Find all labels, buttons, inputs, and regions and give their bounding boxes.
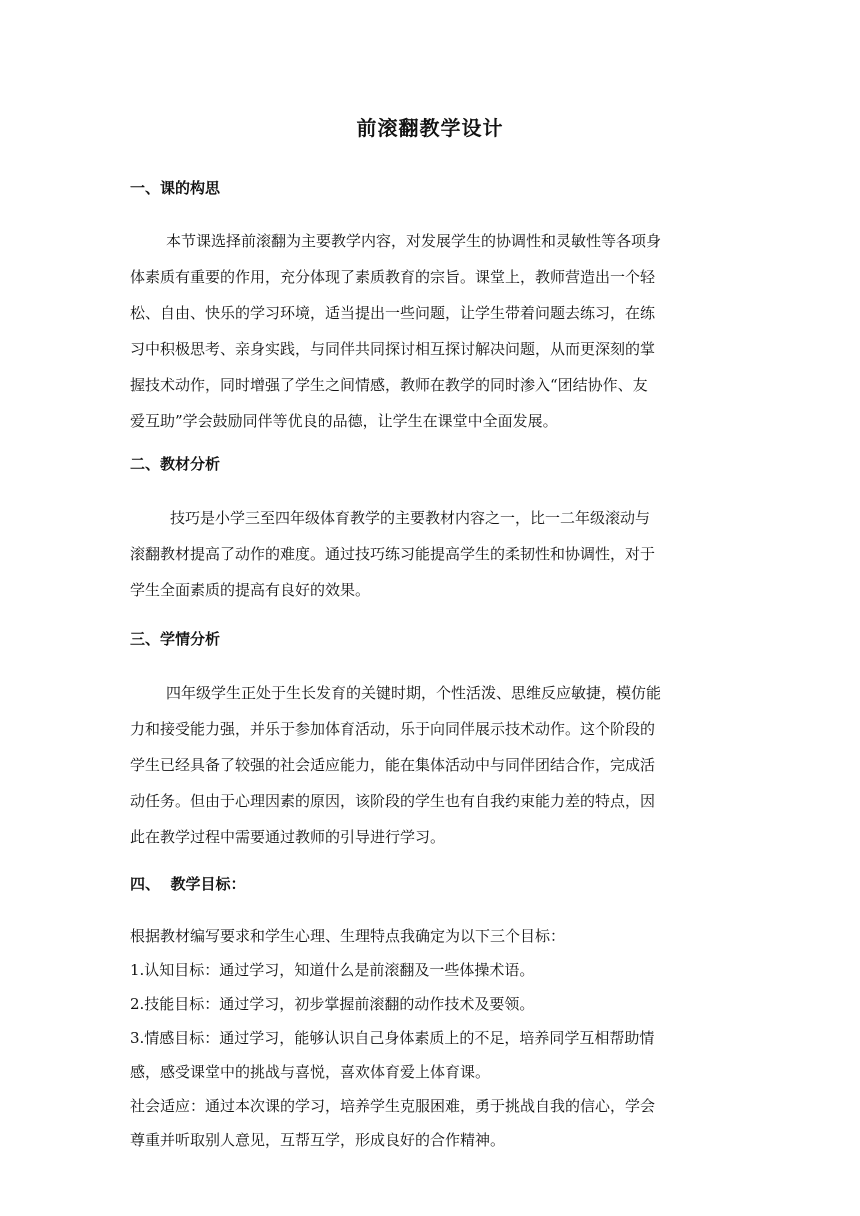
section-heading-1: 一、课的构思 xyxy=(130,179,221,197)
paragraph-line: 滚翻教材提高了动作的难度。通过技巧练习能提高学生的柔韧性和协调性，对于 xyxy=(130,545,656,563)
list-line: 根据教材编写要求和学生心理、生理特点我确定为以下三个目标： xyxy=(130,927,566,945)
section-heading-2: 二、教材分析 xyxy=(130,455,221,473)
section-heading-4: 四、 教学目标： xyxy=(130,875,246,893)
paragraph-line: 力和接受能力强，并乐于参加体育活动，乐于向同伴展示技术动作。这个阶段的 xyxy=(130,720,656,738)
paragraph-line: 习中积极思考、亲身实践，与同伴共同探讨相互探讨解决问题，从而更深刻的掌 xyxy=(130,340,656,358)
paragraph-line: 握技术动作，同时增强了学生之间情感，教师在教学的同时渗入“团结协作、友 xyxy=(130,376,648,394)
section-1-paragraph xyxy=(130,223,730,439)
paragraph-line: 学生已经具备了较强的社会适应能力，能在集体活动中与同伴团结合作，完成活 xyxy=(130,756,656,774)
section-3-paragraph xyxy=(130,675,730,855)
paragraph-line: 技巧是小学三至四年级体育教学的主要教材内容之一，比一二年级滚动与 xyxy=(170,509,651,527)
list-item: 1.认知目标：通过学习，知道什么是前滚翻及一些体操术语。 xyxy=(130,961,535,979)
section-4-list xyxy=(130,919,730,1157)
paragraph-line: 此在教学过程中需要通过教师的引导进行学习。 xyxy=(130,828,446,846)
list-item-continuation: 尊重并听取别人意见，互帮互学，形成良好的合作精神。 xyxy=(130,1131,506,1149)
paragraph-line: 爱互助”学会鼓励同伴等优良的品德，让学生在课堂中全面发展。 xyxy=(130,412,558,430)
list-item: 社会适应：通过本次课的学习，培养学生克服困难，勇于挑战自我的信心，学会 xyxy=(130,1097,656,1115)
paragraph-line: 学生全面素质的提高有良好的效果。 xyxy=(130,581,371,599)
list-item: 3.情感目标：通过学习，能够认识自己身体素质上的不足，培养同学互相帮助情 xyxy=(130,1029,655,1047)
paragraph-line: 四年级学生正处于生长发育的关键时期，个性活泼、思维反应敏捷，模仿能 xyxy=(166,684,662,702)
paragraph-line: 松、自由、快乐的学习环境，适当提出一些问题，让学生带着问题去练习，在练 xyxy=(130,304,656,322)
list-item-continuation: 感，感受课堂中的挑战与喜悦，喜欢体育爱上体育课。 xyxy=(130,1063,491,1081)
paragraph-line: 体素质有重要的作用，充分体现了素质教育的宗旨。课堂上，教师营造出一个轻 xyxy=(130,268,656,286)
document-title: 前滚翻教学设计 xyxy=(356,116,504,140)
paragraph-line: 动任务。但由于心理因素的原因，该阶段的学生也有自我约束能力差的特点，因 xyxy=(130,792,656,810)
list-item: 2.技能目标：通过学习，初步掌握前滚翻的动作技术及要领。 xyxy=(130,995,535,1013)
paragraph-line: 本节课选择前滚翻为主要教学内容，对发展学生的协调性和灵敏性等各项身 xyxy=(166,232,662,250)
section-2-paragraph xyxy=(130,500,730,608)
section-heading-3: 三、学情分析 xyxy=(130,630,221,648)
